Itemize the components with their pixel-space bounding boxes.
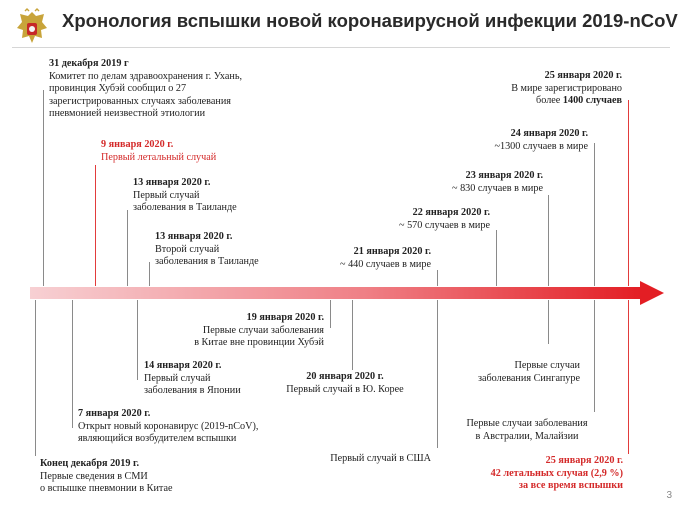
event-jan20 xyxy=(270,371,420,396)
event-line: В мире зарегистрировано xyxy=(511,82,622,94)
tick-jan19 xyxy=(330,300,331,328)
event-line: Второй случай xyxy=(155,243,220,255)
event-highlight: 1400 случаев xyxy=(562,95,622,107)
tick-jan20 xyxy=(352,300,353,370)
event-line: 42 летальных случая (2,9 %) xyxy=(490,467,623,479)
event-line: ~ 830 случаев в мире xyxy=(452,182,543,194)
event-line: о вспышке пневмонии в Китае xyxy=(40,483,173,495)
event-jan22 xyxy=(368,207,490,232)
tick-jan24 xyxy=(594,143,595,286)
event-jan25-top xyxy=(480,70,622,108)
event-jan24 xyxy=(470,128,588,153)
event-date: 19 января 2020 г. xyxy=(246,312,324,323)
event-line: пневмонией неизвестной этиологии xyxy=(49,108,206,120)
event-line: Первые случаи заболевания xyxy=(466,418,588,429)
page-title: Хронология вспышки новой коронавирусной инфекции 2019-nCoV xyxy=(62,10,678,31)
event-jan7 xyxy=(78,408,258,446)
page-number: 3 xyxy=(666,490,672,501)
tick-singapore xyxy=(548,300,549,344)
event-jan13-thailand-2 xyxy=(155,231,259,269)
event-end-dec xyxy=(40,458,173,496)
tick-usa xyxy=(437,300,438,448)
event-line: Первый случай xyxy=(133,189,200,201)
event-line: Первые случаи заболевания xyxy=(202,324,324,336)
event-line xyxy=(480,95,622,108)
event-singapore xyxy=(450,360,580,385)
event-line: заболевания в Таиланде xyxy=(155,256,259,268)
event-line: Первый случай в США xyxy=(330,453,431,464)
event-line: в Австралии, Малайзии xyxy=(475,430,579,442)
event-line: в Китае вне провинции Хубэй xyxy=(194,337,324,349)
tick-jan25-top xyxy=(628,100,629,286)
event-jan25-bottom xyxy=(470,455,623,493)
event-line: Первые сведения в СМИ xyxy=(40,470,148,482)
event-date: 13 января 2020 г. xyxy=(133,177,211,188)
event-date: 22 января 2020 г. xyxy=(412,207,490,218)
tick-end-dec xyxy=(35,300,36,456)
tick-jan7 xyxy=(72,300,73,428)
event-date: 13 января 2020 г. xyxy=(155,231,233,242)
event-date: 9 января 2020 г. xyxy=(101,139,174,150)
tick-jan13a xyxy=(127,210,128,286)
event-date: 31 декабря 2019 г xyxy=(49,58,129,69)
event-jan13-thailand-1 xyxy=(133,177,237,215)
event-date: 21 января 2020 г. xyxy=(353,246,431,257)
tick-jan22 xyxy=(496,230,497,286)
event-jan21 xyxy=(310,246,431,271)
event-date: 25 января 2020 г. xyxy=(544,70,622,81)
tick-dec31 xyxy=(43,90,44,286)
event-line: за все время вспышки xyxy=(518,480,623,492)
event-australia xyxy=(452,418,602,443)
event-date: 24 января 2020 г. xyxy=(510,128,588,139)
tick-jan9 xyxy=(95,165,96,286)
event-jan14 xyxy=(144,360,241,398)
event-line: Комитет по делам здравоохранения г. Ухань, xyxy=(49,70,243,82)
event-line: ~ 440 случаев в мире xyxy=(340,258,431,270)
event-date: Конец декабря 2019 г. xyxy=(40,458,140,469)
event-line: являющийся возбудителем вспышки xyxy=(78,433,237,445)
event-date: 23 января 2020 г. xyxy=(465,170,543,181)
event-date: 20 января 2020 г. xyxy=(306,371,384,382)
tick-jan21 xyxy=(437,270,438,286)
event-line: Первый случай в Ю. Корее xyxy=(286,383,404,395)
event-line-text: более xyxy=(536,95,561,107)
event-date: 7 января 2020 г. xyxy=(78,408,151,419)
event-line: ~ 570 случаев в мире xyxy=(399,219,490,231)
event-line: заболевания в Таиланде xyxy=(133,202,237,214)
event-date: 14 января 2020 г. xyxy=(144,360,222,371)
tick-australia xyxy=(594,300,595,412)
event-jan9 xyxy=(101,139,216,164)
event-jan19 xyxy=(160,312,324,350)
tick-jan25-bottom xyxy=(628,300,629,454)
event-dec31 xyxy=(49,58,242,121)
event-usa xyxy=(300,453,431,466)
event-line: Открыт новый коронавирус (2019-nCoV), xyxy=(78,420,259,432)
event-line: провинция Хубэй сообщил о 27 xyxy=(49,83,187,95)
tick-jan14 xyxy=(137,300,138,380)
tick-jan13b xyxy=(149,262,150,286)
event-date: 25 января 2020 г. xyxy=(545,455,623,466)
event-jan23 xyxy=(420,170,543,195)
tick-jan23 xyxy=(548,195,549,286)
event-line: Первые случаи xyxy=(514,360,580,371)
event-line: Первый случай xyxy=(144,372,211,384)
event-line: Первый летальный случай xyxy=(101,151,217,163)
event-line: заболевания Сингапуре xyxy=(477,372,580,384)
event-line: ~1300 случаев в мире xyxy=(494,140,588,152)
event-line: заболевания в Японии xyxy=(144,385,241,397)
event-line: зарегистрированных случаях заболевания xyxy=(49,95,231,107)
